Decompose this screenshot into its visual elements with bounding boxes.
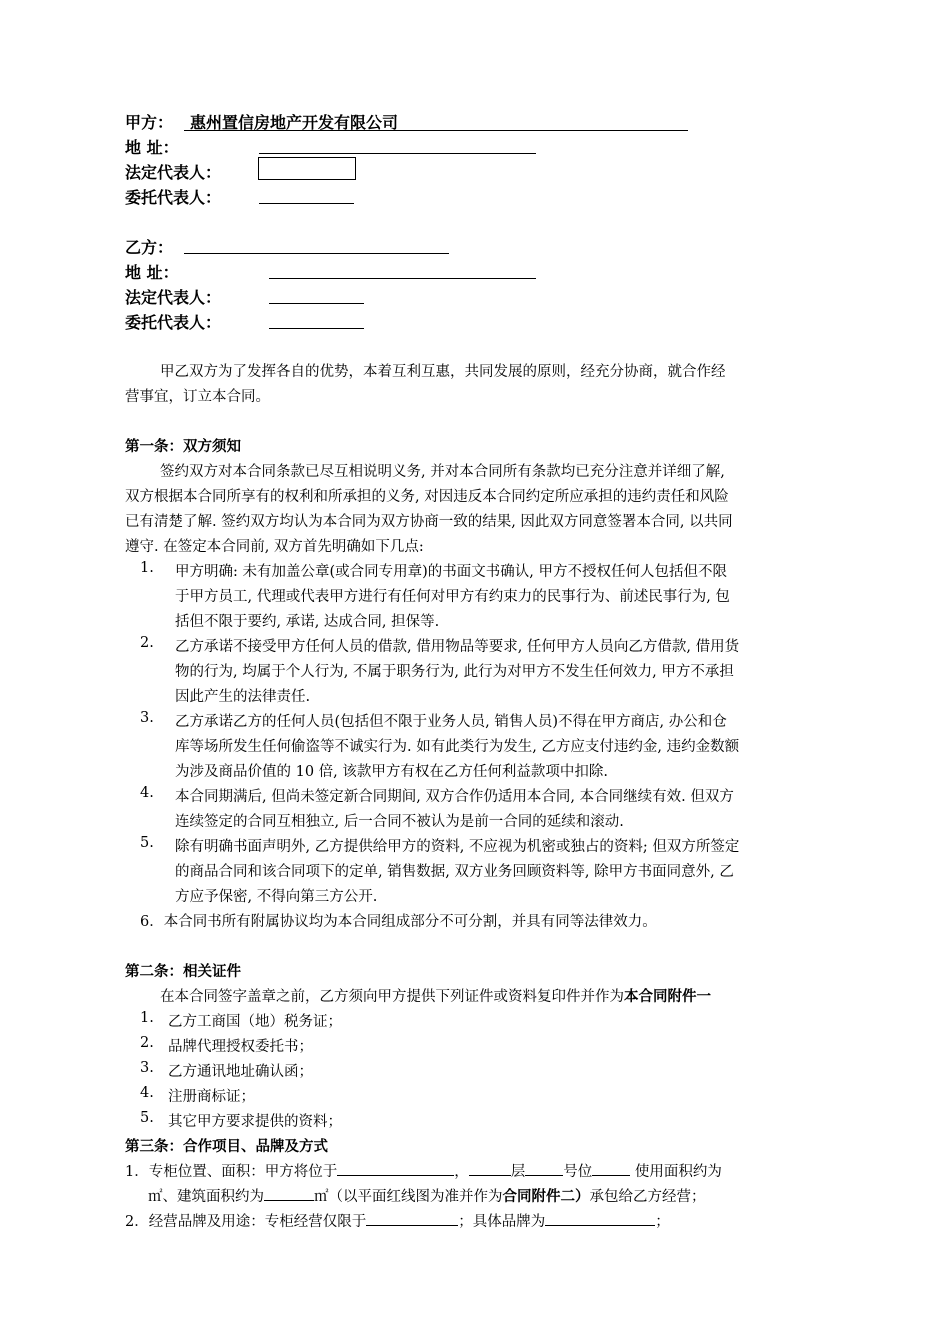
list-item-number: 4. bbox=[140, 1085, 154, 1101]
party-b-address-label: 地 址： bbox=[125, 263, 179, 282]
party-a-name-underline bbox=[184, 130, 688, 131]
list-item-text: 乙方通讯地址确认函； bbox=[168, 1064, 313, 1080]
list-item-line: 甲方明确: 未有加盖公章(或合同专用章)的书面文书确认, 甲方不授权任何人包括但不限 bbox=[175, 564, 728, 580]
list-item-text: 其它甲方要求提供的资料； bbox=[168, 1114, 342, 1130]
party-a-label: 甲方： bbox=[125, 113, 174, 132]
list-item-line: 乙方承诺不接受甲方任何人员的借款, 借用物品等要求, 任何甲方人员向乙方借款, 借用货 bbox=[175, 639, 740, 655]
position-number-field[interactable] bbox=[525, 1160, 563, 1176]
list-item-line: 方应予保密, 不得向第三方公开. bbox=[175, 889, 378, 905]
list-item-line: 因此产生的法律责任. bbox=[175, 689, 311, 705]
article-1-line: 双方根据本合同所享有的权利和所承担的义务, 对因违反本合同约定所应承担的违约责任和风险 bbox=[125, 489, 729, 505]
list-item-number: 3. bbox=[140, 710, 154, 726]
party-a-address-label: 地 址： bbox=[125, 138, 179, 157]
business-scope-field[interactable] bbox=[366, 1210, 458, 1226]
list-item-text: 乙方工商国（地）税务证； bbox=[168, 1014, 342, 1030]
article-3-title: 第三条：合作项目、品牌及方式 bbox=[125, 1139, 328, 1155]
party-a-entrusted-rep-field[interactable] bbox=[259, 203, 354, 204]
list-item-line: 除有明确书面声明外, 乙方提供给甲方的资料, 不应视为机密或独占的资料; 但双方所签定 bbox=[175, 839, 740, 855]
party-b-name-field[interactable] bbox=[184, 253, 449, 254]
party-b-legal-rep-label: 法定代表人： bbox=[125, 288, 222, 307]
party-b-address-field[interactable] bbox=[269, 278, 536, 279]
article-1-line: 已有清楚了解. 签约双方均认为本合同为双方协商一致的结果, 因此双方同意签署本合同, 以共同 bbox=[125, 514, 733, 530]
list-item-line: 的商品合同和该合同项下的定单, 销售数据, 双方业务回顾资料等, 除甲方书面同意外, 乙 bbox=[175, 864, 734, 880]
party-a-legal-rep-label: 法定代表人： bbox=[125, 163, 222, 182]
list-item-number: 1. bbox=[140, 560, 154, 576]
counter-location-field[interactable] bbox=[337, 1160, 454, 1176]
list-item-line: 本合同期满后, 但尚未签定新合同期间, 双方合作仍适用本合同, 本合同继续有效. 但双方 bbox=[175, 789, 734, 805]
party-b-label: 乙方： bbox=[125, 238, 174, 257]
list-item-number: 3. bbox=[140, 1060, 154, 1076]
list-item-number: 5. bbox=[140, 1110, 154, 1126]
list-item-line: 为涉及商品价值的 10 倍, 该款甲方有权在乙方任何利益款项中扣除. bbox=[175, 764, 608, 780]
list-item-6: 6．本合同书所有附属协议均为本合同组成部分不可分割，并具有同等法律效力。 bbox=[140, 914, 657, 930]
party-b-entrusted-rep-label: 委托代表人： bbox=[125, 313, 222, 332]
article-1-line: 遵守. 在签定本合同前, 双方首先明确如下几点: bbox=[125, 539, 424, 555]
article-3-item-1-line-2: ㎡、建筑面积约为 ㎡（以平面红线图为准并作为合同附件二）承包给乙方经营； bbox=[148, 1185, 706, 1206]
building-area-field[interactable] bbox=[264, 1185, 314, 1201]
list-item-number: 1. bbox=[140, 1010, 154, 1026]
article-1-line: 签约双方对本合同条款已尽互相说明义务, 并对本合同所有条款均已充分注意并详细了解, bbox=[160, 464, 725, 480]
party-a-entrusted-rep-label: 委托代表人： bbox=[125, 188, 222, 207]
attachment-one-label: 本合同附件一 bbox=[624, 989, 711, 1005]
list-item-number: 4. bbox=[140, 785, 154, 801]
list-item-line: 括但不限于要约, 承诺, 达成合同, 担保等. bbox=[175, 614, 440, 630]
usable-area-field[interactable] bbox=[592, 1160, 630, 1176]
intro-line-2: 营事宜，订立本合同。 bbox=[125, 389, 270, 405]
party-b-legal-rep-field[interactable] bbox=[269, 303, 364, 304]
article-1-title: 第一条：双方须知 bbox=[125, 439, 241, 455]
party-a-name: 惠州置信房地产开发有限公司 bbox=[190, 113, 399, 132]
article-2-title: 第二条：相关证件 bbox=[125, 964, 241, 980]
list-item-line: 库等场所发生任何偷盗等不诚实行为. 如有此类行为发生, 乙方应支付违约金, 违约金数额 bbox=[175, 739, 740, 755]
article-2-lead: 在本合同签字盖章之前，乙方须向甲方提供下列证件或资料复印件并作为本合同附件一 bbox=[160, 989, 711, 1005]
article-3-item-2: 2．经营品牌及用途：专柜经营仅限于 ；具体品牌为 ； bbox=[125, 1210, 670, 1231]
party-a-legal-rep-field[interactable] bbox=[258, 157, 356, 180]
intro-line-1: 甲乙双方为了发挥各自的优势，本着互利互惠，共同发展的原则，经充分协商，就合作经 bbox=[160, 364, 726, 380]
list-item-number: 5. bbox=[140, 835, 154, 851]
list-item-text: 品牌代理授权委托书； bbox=[168, 1039, 313, 1055]
list-item-line: 连续签定的合同互相独立, 后一合同不被认为是前一合同的延续和滚动. bbox=[175, 814, 624, 830]
article-3-item-1-line-1: 1．专柜位置、面积：甲方将位于 ， 层 号位 使用面积约为 bbox=[125, 1160, 722, 1181]
brand-field[interactable] bbox=[545, 1210, 655, 1226]
party-b-entrusted-rep-field[interactable] bbox=[269, 328, 364, 329]
list-item-number: 2. bbox=[140, 635, 154, 651]
list-item-line: 乙方承诺乙方的任何人员(包括但不限于业务人员, 销售人员)不得在甲方商店, 办公和仓 bbox=[175, 714, 727, 730]
floor-field[interactable] bbox=[469, 1160, 511, 1176]
list-item-line: 物的行为, 均属于个人行为, 不属于职务行为, 此行为对甲方不发生任何效力, 甲方不承担 bbox=[175, 664, 734, 680]
list-item-number: 2. bbox=[140, 1035, 154, 1051]
attachment-two-label: 合同附件二） bbox=[502, 1189, 590, 1205]
list-item-text: 注册商标证； bbox=[168, 1089, 255, 1105]
party-a-address-field[interactable] bbox=[259, 153, 536, 154]
list-item-line: 于甲方员工, 代理或代表甲方进行有任何对甲方有约束力的民事行为、前述民事行为, 包 bbox=[175, 589, 730, 605]
